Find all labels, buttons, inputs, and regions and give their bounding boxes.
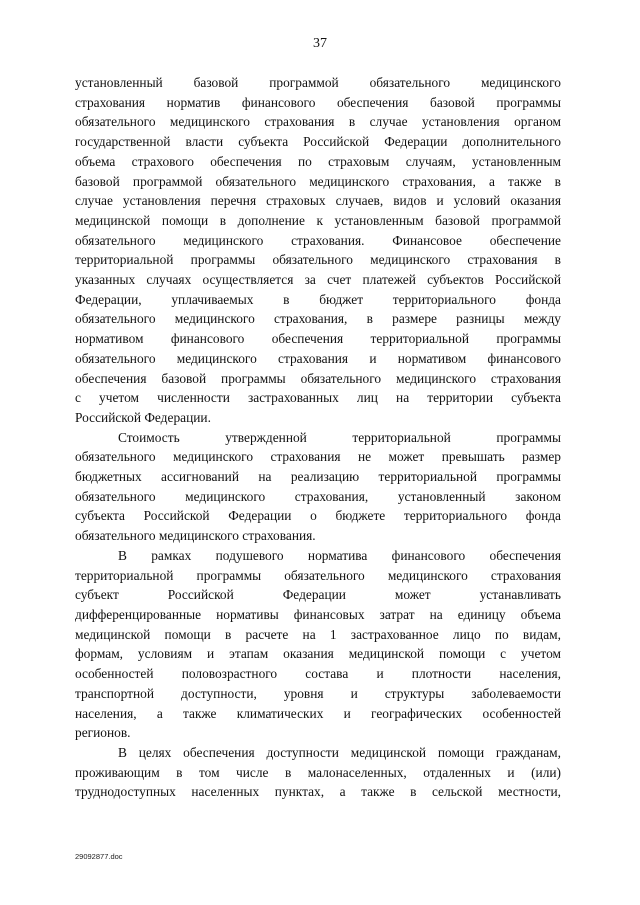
text-line: медицинской помощи в дополнение к установленным базовой программой (75, 212, 561, 228)
text-line: В рамках подушевого норматива финансового обеспечения (118, 547, 561, 563)
text-line: бюджетных ассигнований на реализацию территориальной программы (75, 469, 561, 485)
paragraph-3 (75, 546, 561, 743)
text-line: Федерации, уплачиваемых в бюджет территориального фонда (75, 291, 561, 307)
text-line: случае установления перечня страховых случаев, видов и условий оказания (75, 193, 561, 209)
text-line: установленный базовой программой обязательного медицинского (75, 75, 561, 90)
text-line: страхования норматив финансового обеспечения базовой программы (75, 94, 561, 110)
text-line: нормативом финансового обеспечения территориальной программы (75, 331, 561, 347)
text-line: особенностей половозрастного состава и плотности населения, (75, 666, 561, 682)
text-line: обязательного медицинского страхования в случае установления органом (75, 114, 561, 130)
text-line: формам, условиям и этапам оказания медицинской помощи с учетом (75, 646, 561, 662)
text-line: транспортной доступности, уровня и структуры заболеваемости (75, 685, 561, 701)
text-line: территориальной программы обязательного медицинского страхования в (75, 252, 561, 268)
text-line: субъект Российской Федерации может устанавливать (75, 587, 561, 603)
text-line: проживающим в том числе в малонаселенных, отдаленных и (или) (75, 764, 561, 780)
page-number: 37 (313, 36, 327, 51)
text-line: населения, а также климатических и географических особенностей (75, 705, 561, 721)
text-line: медицинской помощи в расчете на 1 застрахованное лицо по видам, (75, 626, 561, 642)
paragraph-1 (75, 73, 561, 428)
text-line: обязательного медицинского страхования не может превышать размер (75, 449, 561, 465)
text-line: обеспечения базовой программы обязательного медицинского страхования (75, 370, 561, 386)
text-line: обязательного медицинского страхования, установленный законом (75, 488, 561, 504)
text-line: государственной власти субъекта Российской Федерации дополнительного (75, 134, 561, 150)
text-line: субъекта Российской Федерации о бюджете территориального фонда (75, 508, 561, 524)
text-line: обязательного медицинского страхования, в размере разницы между (75, 311, 561, 327)
text-line: обязательного медицинского страхования. Финансовое обеспечение (75, 232, 561, 248)
text-line: Стоимость утвержденной территориальной программы (118, 429, 561, 445)
paragraph-4 (75, 743, 561, 802)
file-reference: 29092877.doc (75, 852, 123, 861)
text-line: территориальной программы обязательного медицинского страхования (75, 567, 561, 583)
text-line: В целях обеспечения доступности медицинской помощи гражданам, (118, 744, 561, 760)
text-line: регионов. (75, 725, 131, 741)
paragraph-2 (75, 428, 561, 546)
text-line: труднодоступных населенных пунктах, а также в сельской местности, (75, 784, 561, 800)
text-line: обязательного медицинского страхования и нормативом финансового (75, 350, 561, 366)
text-line: обязательного медицинского страхования. (75, 528, 316, 544)
text-line: Российской Федерации. (75, 409, 211, 425)
text-line: базовой программой обязательного медицинского страхования, а также в (75, 173, 561, 189)
text-line: объема страхового обеспечения по страховым случаям, установленным (75, 153, 561, 169)
text-line: указанных случаях осуществляется за счет платежей субъектов Российской (75, 272, 561, 288)
body-text (75, 73, 561, 802)
text-line: с учетом численности застрахованных лиц на территории субъекта (75, 390, 561, 406)
text-line: дифференцированные нормативы финансовых затрат на единицу объема (75, 606, 561, 622)
